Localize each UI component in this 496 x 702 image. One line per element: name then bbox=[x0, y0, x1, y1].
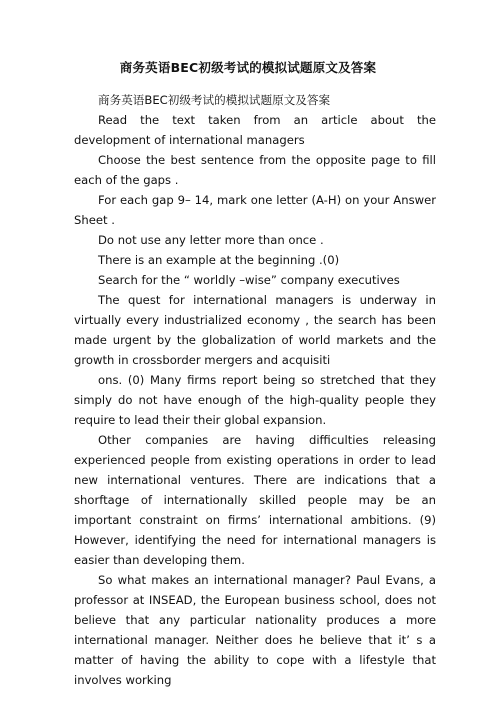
article-paragraph: ons. (0) Many firms report being so stretched that they simply do not have enough of the high-quality people they require to lead their their global expansion. bbox=[74, 373, 436, 427]
document-title: 商务英语BEC初级考试的模拟试题原文及答案 bbox=[119, 60, 377, 75]
instruction-paragraph: Choose the best sentence from the opposite page to fill each of the gaps . bbox=[74, 153, 436, 187]
article-heading: Search for the “ worldly –wise” company executives bbox=[98, 273, 400, 287]
instruction-paragraph: Do not use any letter more than once . bbox=[98, 233, 324, 247]
article-paragraph: So what makes an international manager? Paul Evans, a professor at INSEAD, the European business school, does not believe that any particular nationality produces a more international manager. Neither does he believe that it’ s a matter of having the ability to cope with a lifestyle that involves working bbox=[74, 573, 436, 687]
article-paragraph: Other companies are having difficulties releasing experienced people from existing operations in order to lead new international ventures. There are indications that a shorftage of internationally skilled people may be an important constraint on firms’ international ambitions. (9) However, identifying the need for international managers is easier than developing them. bbox=[74, 433, 436, 567]
instruction-paragraph: There is an example at the beginning .(0) bbox=[98, 253, 340, 267]
article-paragraph: The quest for international managers is underway in virtually every industrialized economy , the search has been made urgent by the globalization of world markets and the growth in crossborder mergers and acquisiti bbox=[74, 293, 436, 367]
subtitle-paragraph: 商务英语BEC初级考试的模拟试题原文及答案 bbox=[98, 93, 331, 107]
instruction-paragraph: For each gap 9– 14, mark one letter (A-H) on your Answer Sheet . bbox=[74, 193, 436, 227]
document-body bbox=[74, 90, 436, 690]
instruction-paragraph: Read the text taken from an article about the development of international managers bbox=[74, 113, 436, 147]
